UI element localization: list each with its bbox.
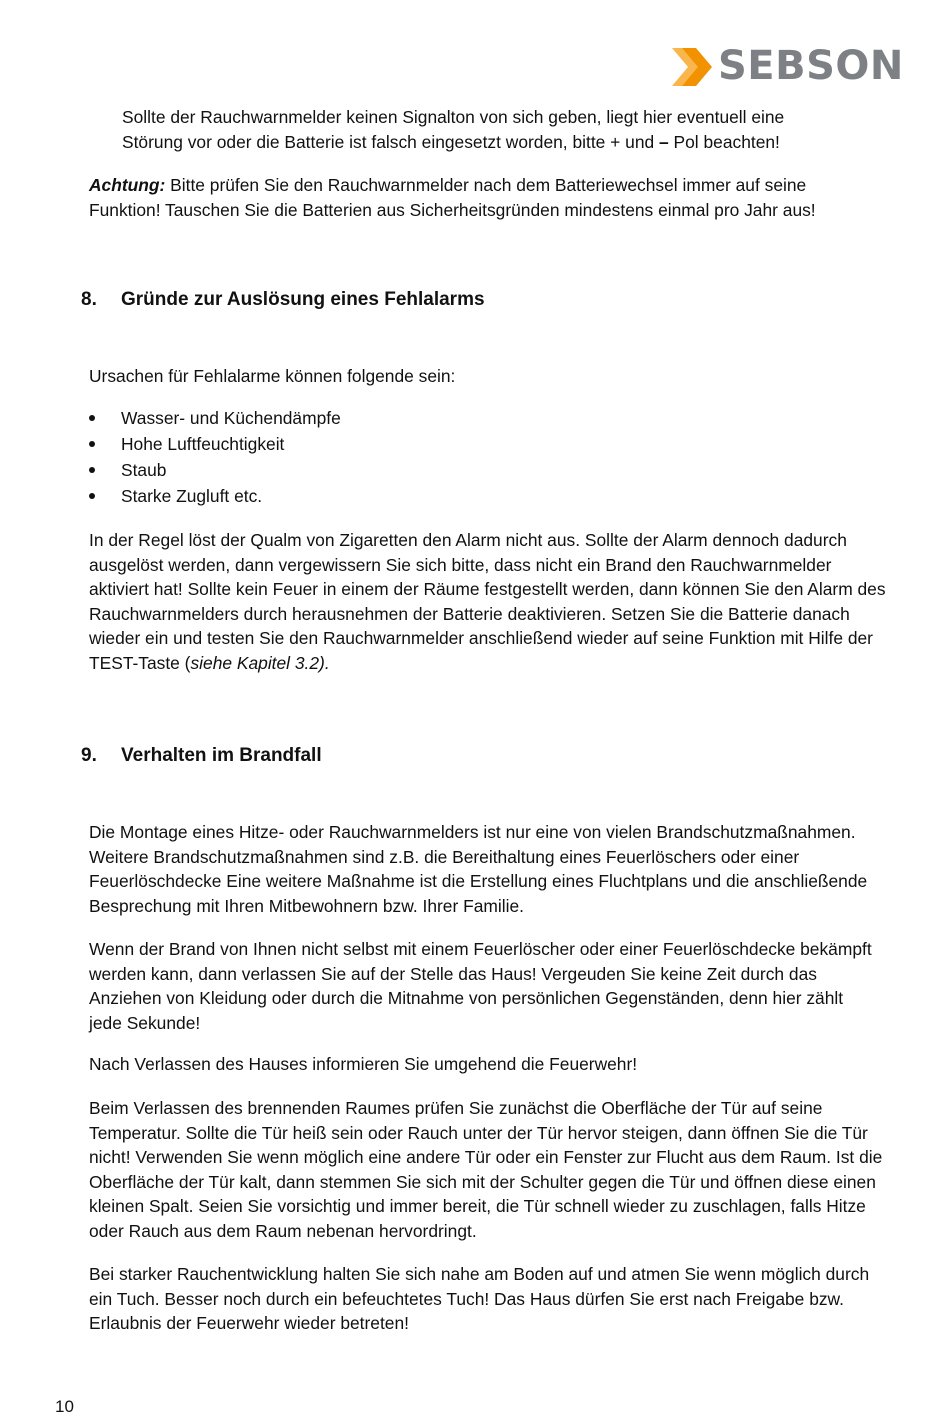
false-alarm-causes-list: [89, 405, 341, 509]
sebson-logo: [668, 43, 904, 89]
fire-paragraph-5: Bei starker Rauchentwicklung halten Sie sich nahe am Boden auf und atmen Sie wenn möglich durch ein Tuch. Besser noch durch ein befeuchtetes Tuch! Das Haus dürfen Sie erst nach Freigabe bzw. Erlaubnis der Feuerwehr wieder betreten!: [89, 1264, 870, 1333]
list-item: Wasser- und Küchendämpfe: [89, 405, 341, 431]
list-item: Staub: [89, 457, 341, 483]
chapter-reference: siehe Kapitel 3.2).: [190, 652, 330, 673]
bullet-icon: [89, 467, 95, 473]
warning-label: Achtung:: [89, 175, 166, 195]
false-alarm-intro: Ursachen für Fehlalarme können folgende sein:: [89, 366, 456, 386]
bullet-icon: [89, 441, 95, 447]
logo-wordmark: SEBSON: [718, 43, 904, 89]
battery-note: Sollte der Rauchwarnmelder keinen Signalton von sich geben, liegt hier eventuell eine Störung vor oder die Batterie ist falsch eingesetzt worden, bitte + und – Pol beachten!: [122, 107, 785, 152]
bullet-icon: [89, 493, 95, 499]
page-number: 10: [55, 1397, 74, 1416]
list-item: Hohe Luftfeuchtigkeit: [89, 431, 341, 457]
minus-pole-symbol: –: [659, 131, 669, 152]
list-item: Starke Zugluft etc.: [89, 483, 341, 509]
fire-paragraph-3: Nach Verlassen des Hauses informieren Sie umgehend die Feuerwehr!: [89, 1054, 638, 1074]
warning-note: Achtung: Bitte prüfen Sie den Rauchwarnmelder nach dem Batteriewechsel immer auf seine Funktion! Tauschen Sie die Batterien aus Sicherheitsgründen mindestens einmal pro Jahr aus!: [89, 175, 816, 220]
fire-paragraph-4: Beim Verlassen des brennenden Raumes prüfen Sie zunächst die Oberfläche der Tür auf seine Temperatur. Sollte die Tür heiß sein oder Rauch unter der Tür hervor steigen, dann öffnen Sie die Tür nicht! Verwenden Sie wenn möglich eine andere Tür oder ein Fenster zur Flucht aus dem Raum. Ist die Oberfläche der Tür kalt, dann stemmen Sie sich mit der Schulter gegen die Tür und öffnen diese einen kleinen Spalt. Seien Sie vorsichtig und immer bereit, die Tür schnell wieder zu zuschlagen, falls Hitze oder Rauch aus dem Raum nebenan hervordringt.: [89, 1098, 883, 1241]
section-8-heading: 8. Gründe zur Auslösung eines Fehlalarms: [81, 289, 485, 310]
fire-paragraph-1: Die Montage eines Hitze- oder Rauchwarnmelders ist nur eine von vielen Brandschutzmaßnahmen. Weitere Brandschutzmaßnahmen sind z.B. die Bereithaltung eines Feuerlöschers oder einer Feuerlöschdecke Eine weitere Maßnahme ist die Erstellung eines Fluchtplans und die anschließende Besprechung mit Ihren Mitbewohnern bzw. Ihrer Familie.: [89, 822, 868, 916]
fire-paragraph-2: Wenn der Brand von Ihnen nicht selbst mit einem Feuerlöscher oder einer Feuerlöschdecke bekämpft werden kann, dann verlassen Sie auf der Stelle das Haus! Vergeuden Sie keine Zeit durch das Anziehen von Kleidung oder durch die Mitnahme von persönlichen Gegenständen, denn hier zählt jede Sekunde!: [89, 939, 872, 1033]
bullet-icon: [89, 415, 95, 421]
section-9-heading: 9. Verhalten im Brandfall: [81, 745, 322, 766]
logo-arrow-icon: [668, 46, 716, 88]
false-alarm-paragraph: In der Regel löst der Qualm von Zigaretten den Alarm nicht aus. Sollte der Alarm dennoch dadurch ausgelöst werden, dann vergewissern Sie sich bitte, dass nicht ein Brand den Rauchwarnmelder aktiviert hat! Sollte kein Feuer in einem der Räume festgestellt werden, dann können Sie den Alarm des Rauchwarnmelders durch herausnehmen der Batterie deaktivieren. Setzen Sie die Batterie danach wieder ein und testen Sie den Rauchwarnmelder anschließend wieder auf seine Funktion mit Hilfe der TEST-Taste (siehe Kapitel 3.2).: [89, 530, 886, 673]
